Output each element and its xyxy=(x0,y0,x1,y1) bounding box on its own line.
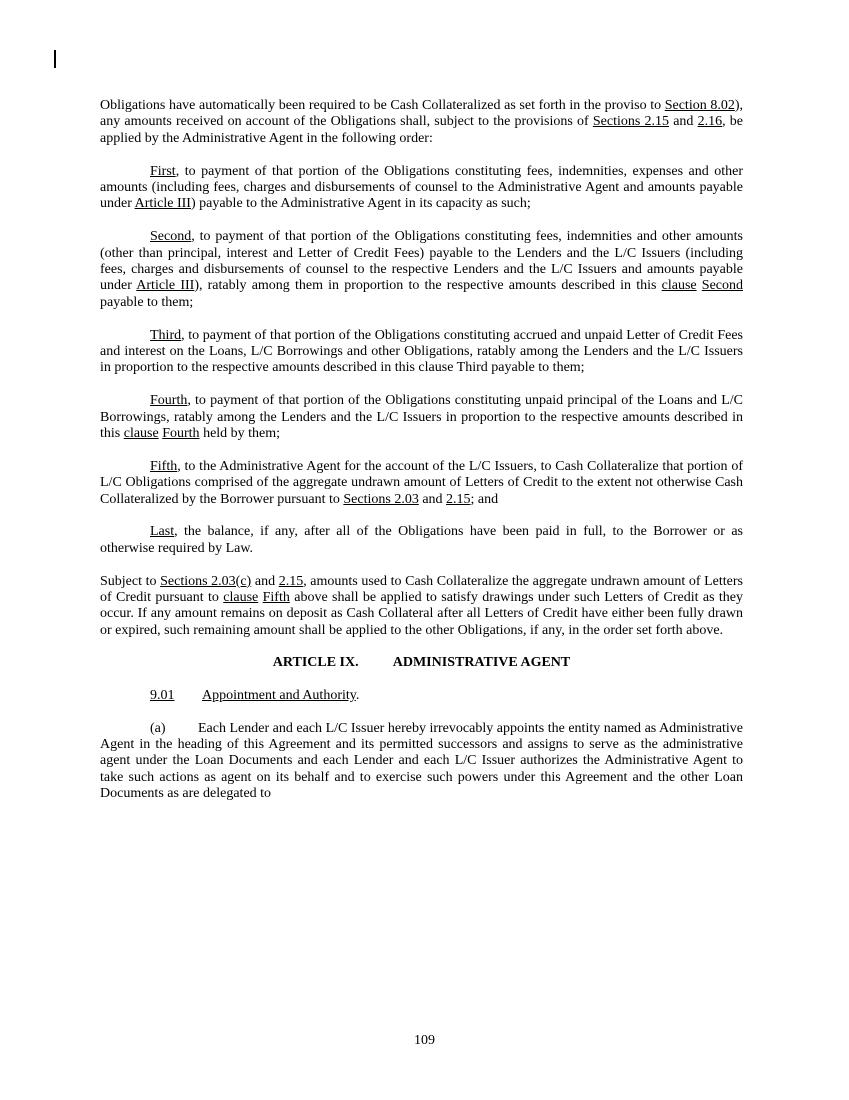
text-cursor-bar xyxy=(54,50,56,68)
text-run: held by them; xyxy=(199,426,281,442)
clause-lead-word: First xyxy=(150,163,176,179)
text-run: , to payment of that portion of the Obligations constituting fees, indemnities and other amounts (other than principal, interest and Letter of Credit Fees) payable to the Lenders and the L/C Issuers (including fees, charges and disbursements of counsel to the respective Lenders and the L/C Issuers and amounts payable under xyxy=(100,229,743,294)
text-run: ; and xyxy=(470,491,499,507)
section-reference: 2.15 xyxy=(446,491,471,507)
text-run: payable to them; xyxy=(100,294,194,310)
text-run: and xyxy=(418,491,447,507)
clause-lead-word: Last xyxy=(150,524,175,540)
page-number: 109 xyxy=(414,1033,435,1048)
text-run: Each Lender and each L/C Issuer hereby irrevocably appoints the entity named as Administrative Agent in the heading of this Agreement and its permitted successors and assigns to serve as the administrative agent under the Loan Documents and each Lender and each L/C Issuer authorizes the Administrative Agent to take such actions as agent on its behalf and to exercise such powers under this Agreement and the other Loan Documents as are delegated to xyxy=(100,720,743,802)
paragraph-a xyxy=(100,721,743,803)
article-number: ARTICLE IX. xyxy=(272,655,359,671)
section-reference: Sections 2.15 xyxy=(592,114,670,130)
section-heading xyxy=(100,688,743,704)
section-reference: Fifth xyxy=(262,590,290,606)
section-title: Appointment and Authority xyxy=(202,687,356,703)
article-title: ADMINISTRATIVE AGENT xyxy=(392,655,571,671)
section-reference: Sections 2.03 xyxy=(343,491,419,507)
text-run: , to the Administrative Agent for the account of the L/C Issuers, to Cash Collateralize that portion of L/C Obligations comprised of the aggregate undrawn amount of Letters of Credit to the extent not otherwise Cash Collateralized by the Borrower pursuant to xyxy=(100,458,743,507)
section-number: 9.01 xyxy=(150,687,175,703)
clause-first-paragraph xyxy=(100,164,743,213)
section-reference: Second xyxy=(701,278,744,294)
text-run: , amounts used to Cash Collateralize the aggregate undrawn amount of Letters of Credit pursuant to xyxy=(100,573,743,606)
text-run: , the balance, if any, after all of the Obligations have been paid in full, to the Borrower or as otherwise required by Law. xyxy=(100,524,743,556)
section-reference: 2.16 xyxy=(697,114,723,130)
section-reference: Article III xyxy=(134,196,191,212)
section-reference: 2.15 xyxy=(278,573,304,589)
intro-paragraph xyxy=(100,98,743,147)
article-heading xyxy=(100,655,743,671)
clause-lead-word: Fifth xyxy=(150,458,178,474)
section-reference: Sections 2.03(c) xyxy=(160,573,252,589)
clause-lead-word: Fourth xyxy=(150,393,188,409)
clause-third-paragraph xyxy=(100,328,743,377)
clause-second-paragraph xyxy=(100,229,743,311)
text-run: ), ratably among them in proportion to the respective amounts described in this xyxy=(194,278,662,294)
text-run: , be applied by the Administrative Agent in the following order: xyxy=(100,114,744,146)
clause-fifth-paragraph xyxy=(100,459,743,508)
text-run: and xyxy=(251,573,279,589)
text-run: , to payment of that portion of the Obligations constituting accrued and unpaid Letter of Credit Fees and interest on the Loans, L/C Borrowings and other Obligations, ratably among the Lenders and the L/C Issuers in proportion to the respective amounts described in this clause Third payable to them; xyxy=(100,327,743,376)
text-run: above shall be applied to satisfy drawings under such Letters of Credit as they occur. If any amount remains on deposit as Cash Collateral after all Letters of Credit have either been fully drawn or expired, such remaining amount shall be applied to the other Obligations, if any, in the order set forth above. xyxy=(100,590,743,638)
clause-lead-word: Third xyxy=(150,327,182,343)
clause-lead-word: Second xyxy=(150,229,192,245)
document-page xyxy=(100,98,743,803)
section-reference: Section 8.02 xyxy=(664,98,735,113)
clause-fourth-paragraph xyxy=(100,393,743,442)
section-reference: Article III xyxy=(136,278,195,294)
paragraph-label: (a) xyxy=(150,720,166,736)
text-run: , to payment of that portion of the Obligations constituting fees, indemnities, expenses and other amounts (including fees, charges and disbursements of counsel to the Administrative Agent and amounts payable under xyxy=(100,163,743,212)
section-reference: clause xyxy=(223,590,259,606)
text-run: , to payment of that portion of the Obligations constituting unpaid principal of the Loans and L/C Borrowings, ratably among the Lenders and the L/C Issuers in proportion to the respective amounts described in this xyxy=(100,393,743,442)
subject-to-paragraph xyxy=(100,574,743,640)
section-reference: clause xyxy=(661,278,697,294)
text-run: ) payable to the Administrative Agent in its capacity as such; xyxy=(190,196,531,212)
section-reference: Fourth xyxy=(162,426,200,442)
text-run: and xyxy=(669,114,698,130)
section-title-period: . xyxy=(355,687,360,703)
clause-last-paragraph xyxy=(100,524,743,557)
text-run: Subject to xyxy=(100,573,161,589)
text-run: Obligations have automatically been required to be Cash Collateralized as set forth in the proviso to xyxy=(100,98,665,113)
text-run: ), any amounts received on account of the Obligations shall, subject to the provisions of xyxy=(100,98,743,130)
section-reference: clause xyxy=(123,426,159,442)
